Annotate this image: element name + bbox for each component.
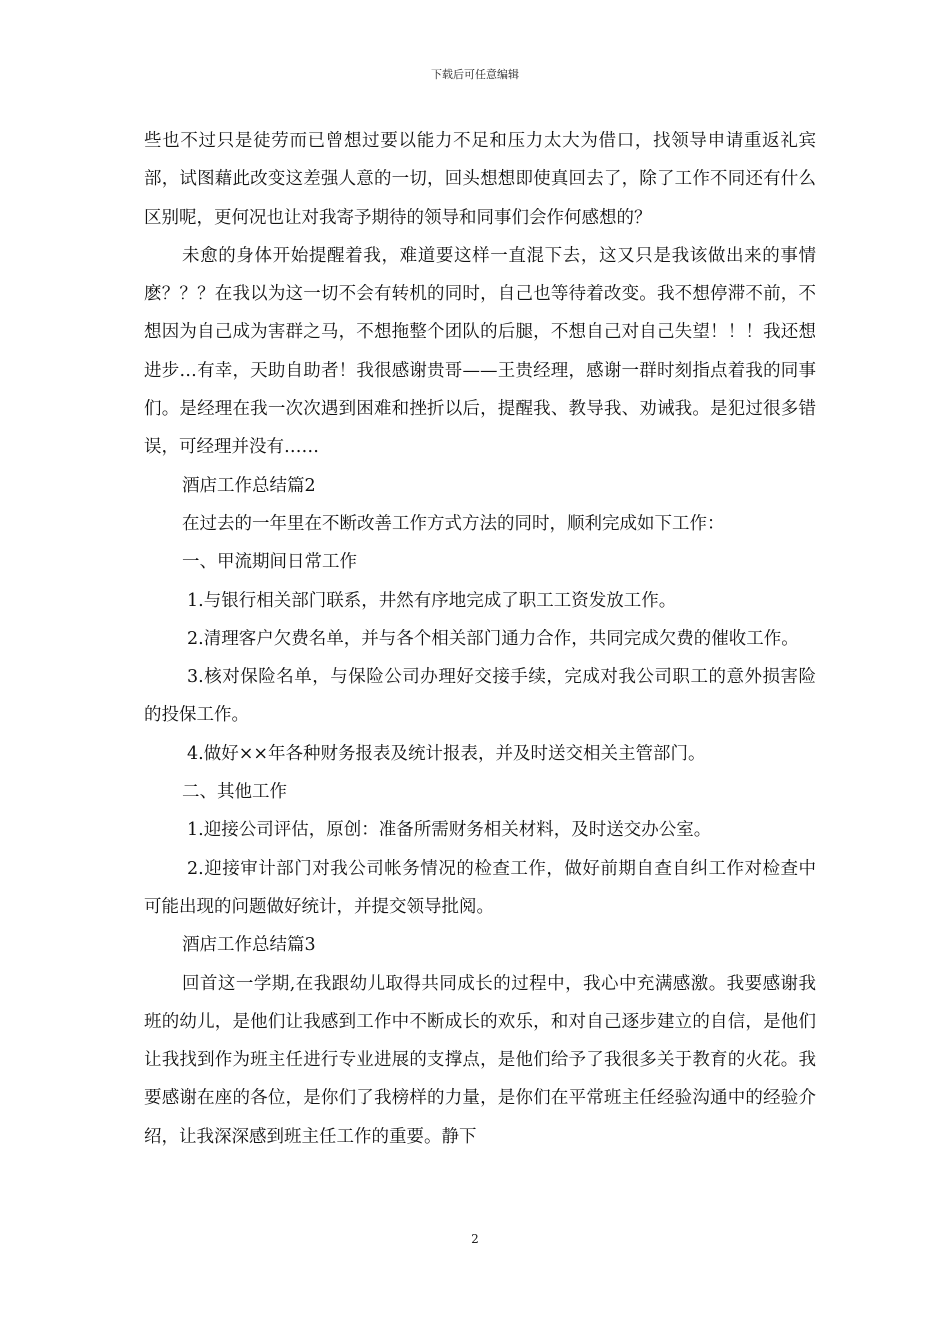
section-heading: 酒店工作总结篇2 <box>182 475 316 496</box>
list-item: 1.与银行相关部门联系，井然有序地完成了职工工资发放工作。 <box>187 590 677 611</box>
document-body <box>144 122 816 1156</box>
subsection-heading: 一、甲流期间日常工作 <box>182 552 357 573</box>
list-item: 2.迎接审计部门对我公司帐务情况的检查工作，做好前期自查自纠工作对检查中可能出现的问题做好统计，并提交领导批阅。 <box>144 858 816 917</box>
paragraph: 在过去的一年里在不断改善工作方式方法的同时，顺利完成如下工作： <box>182 513 725 534</box>
paragraph-continuation: 些也不过只是徒劳而已曾想过要以能力不足和压力太大为借口，找领导申请重返礼宾部，试图藉此改变这差强人意的一切，回头想想即使真回去了，除了工作不同还有什么区别呢，更何况也让对我寄予期待的领导和同事们会作何感想的？ <box>144 131 816 228</box>
subsection-heading: 二、其他工作 <box>182 782 287 803</box>
list-item: 2.清理客户欠费名单，并与各个相关部门通力合作，共同完成欠费的催收工作。 <box>187 628 799 649</box>
list-item: 4.做好××年各种财务报表及统计报表，并及时送交相关主管部门。 <box>187 743 706 764</box>
page-number: 2 <box>471 1232 479 1246</box>
list-item: 3.核对保险名单，与保险公司办理好交接手续，完成对我公司职工的意外损害险的投保工作。 <box>144 667 816 726</box>
list-item: 1.迎接公司评估，原创：准备所需财务相关材料，及时送交办公室。 <box>187 820 712 841</box>
paragraph: 未愈的身体开始提醒着我，难道要这样一直混下去，这又只是我该做出来的事情麽？？？在我以为这一切不会有转机的同时，自己也等待着改变。我不想停滞不前，不想因为自己成为害群之马，不想拖整个团队的后腿，不想自己对自己失望！！！我还想进步…有幸，天助自助者！我很感谢贵哥——王贵经理，感谢一群时刻指点着我的同事们。是经理在我一次次遇到困难和挫折以后，提醒我、教导我、劝诫我。是犯过很多错误，可经理并没有…… <box>144 245 816 458</box>
section-heading: 酒店工作总结篇3 <box>182 935 316 956</box>
paragraph: 回首这一学期,在我跟幼儿取得共同成长的过程中，我心中充满感激。我要感谢我班的幼儿，是他们让我感到工作中不断成长的欢乐，和对自己逐步建立的自信，是他们让我找到作为班主任进行专业进展的支撑点，是他们给予了我很多关于教育的火花。我要感谢在座的各位，是你们了我榜样的力量，是你们在平常班主任经验沟通中的经验介绍，让我深深感到班主任工作的重要。静下 <box>144 973 816 1147</box>
page-header: 下载后可任意编辑 <box>431 68 519 81</box>
